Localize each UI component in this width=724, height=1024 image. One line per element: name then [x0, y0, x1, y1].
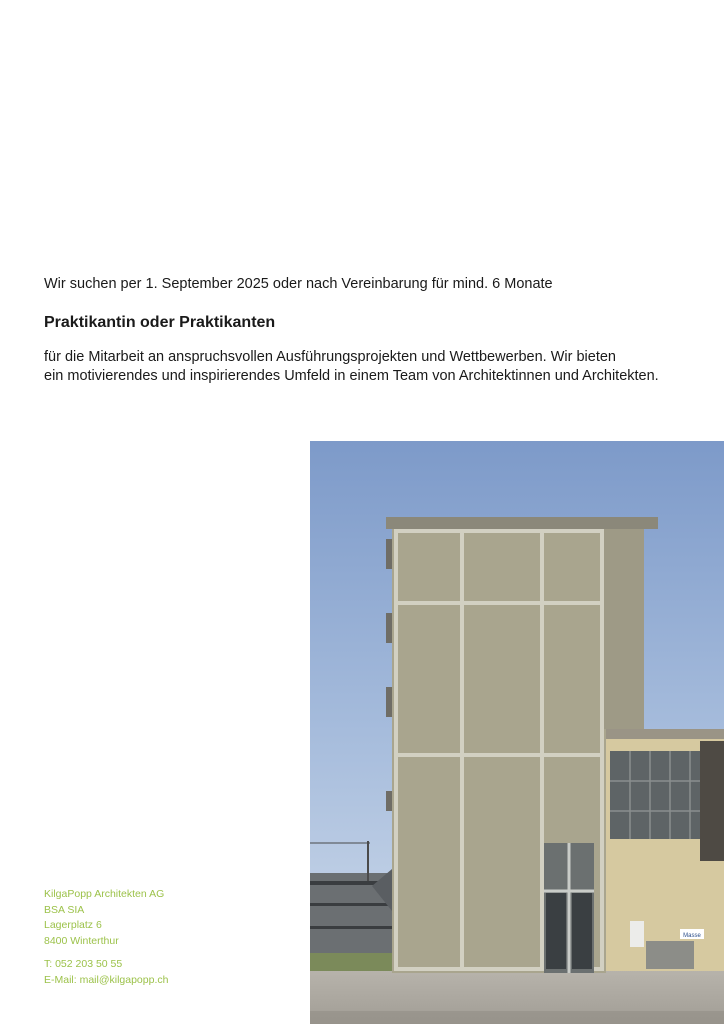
email: E-Mail: mail@kilgapopp.ch — [44, 973, 169, 986]
job-description — [44, 348, 714, 385]
phone: T: 052 203 50 55 — [44, 958, 123, 970]
contact-block — [44, 887, 168, 988]
association: BSA SIA — [44, 903, 85, 916]
description-line-1: für die Mitarbeit an anspruchsvollen Ausführungsprojekten und Wettbewerben. Wir bieten — [44, 349, 616, 365]
photo-sign: Masse — [683, 933, 701, 939]
building-photo — [310, 441, 724, 1024]
description-line-2: ein motivierendes und inspirierendes Umfeld in einem Team von Architektinnen und Architekten. — [44, 367, 659, 384]
company-name: KilgaPopp Architekten AG — [44, 888, 165, 900]
intro-text: Wir suchen per 1. September 2025 oder nach Vereinbarung für mind. 6 Monate — [44, 276, 553, 292]
job-title: Praktikantin oder Praktikanten — [44, 314, 276, 331]
city: 8400 Winterthur — [44, 934, 119, 947]
street-address: Lagerplatz 6 — [44, 919, 102, 931]
